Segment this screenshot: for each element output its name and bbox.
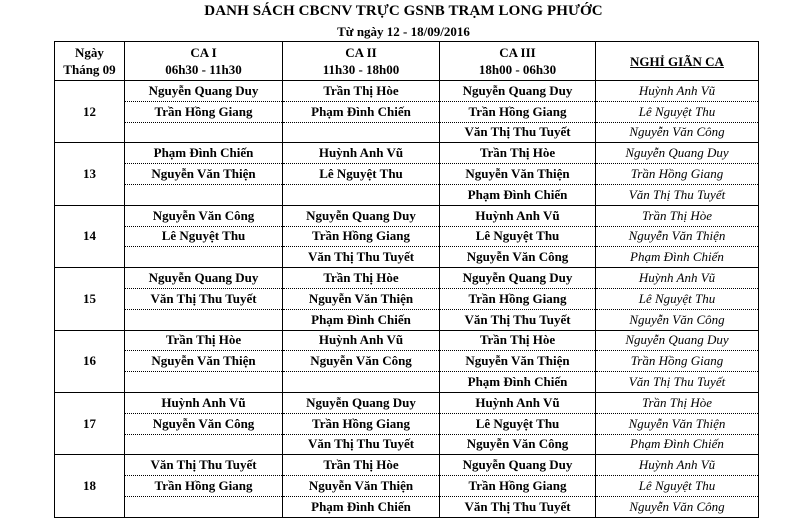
- rest-cell: Văn Thị Thu Tuyết: [596, 372, 759, 393]
- table-row: [55, 247, 759, 268]
- shift-1-cell: [125, 372, 283, 393]
- rest-cell: Phạm Đình Chiến: [596, 247, 759, 268]
- rest-cell: Nguyễn Văn Thiện: [596, 226, 759, 247]
- shift-1-cell: Nguyễn Quang Duy: [125, 81, 283, 102]
- shift-3-cell: Trần Hồng Giang: [440, 476, 596, 497]
- shift-1-cell: Nguyễn Văn Công: [125, 413, 283, 434]
- shift-1-cell: Phạm Đình Chiến: [125, 143, 283, 164]
- table-row: [55, 330, 759, 351]
- header-shift-2-time: 11h30 - 18h00: [322, 62, 400, 77]
- shift-1-cell: Nguyễn Văn Thiện: [125, 164, 283, 185]
- rest-cell: Nguyễn Văn Thiện: [596, 413, 759, 434]
- shift-2-cell: [283, 184, 440, 205]
- header-rest: [596, 42, 759, 81]
- date-range: Từ ngày 12 - 18/09/2016: [337, 24, 470, 39]
- shift-1-cell: Trần Hồng Giang: [125, 101, 283, 122]
- table-row: [55, 143, 759, 164]
- shift-3-cell: Trần Thị Hòe: [440, 143, 596, 164]
- rest-cell: Nguyễn Quang Duy: [596, 143, 759, 164]
- shift-2-cell: Trần Thị Hòe: [283, 268, 440, 289]
- shift-3-cell: Nguyễn Quang Duy: [440, 81, 596, 102]
- table-row: [55, 392, 759, 413]
- table-row: [55, 455, 759, 476]
- shift-2-cell: Lê Nguyệt Thu: [283, 164, 440, 185]
- header-shift-1-name: CA I: [190, 45, 217, 60]
- shift-2-cell: Nguyễn Văn Thiện: [283, 288, 440, 309]
- shift-1-cell: Huỳnh Anh Vũ: [125, 392, 283, 413]
- table-row: [55, 81, 759, 102]
- shift-1-cell: [125, 247, 283, 268]
- header-shift-3: [440, 42, 596, 81]
- shift-1-cell: Trần Thị Hòe: [125, 330, 283, 351]
- shift-1-cell: [125, 184, 283, 205]
- table-row: [55, 351, 759, 372]
- rest-cell: Trần Hồng Giang: [596, 164, 759, 185]
- rest-cell: Trần Thị Hòe: [596, 392, 759, 413]
- rest-cell: Lê Nguyệt Thu: [596, 476, 759, 497]
- shift-2-cell: Phạm Đình Chiến: [283, 309, 440, 330]
- rest-cell: Huỳnh Anh Vũ: [596, 81, 759, 102]
- table-row: [55, 372, 759, 393]
- header-shift-3-name: CA III: [499, 45, 536, 60]
- rest-cell: Huỳnh Anh Vũ: [596, 455, 759, 476]
- day-cell: 13: [55, 143, 125, 205]
- shift-2-cell: Trần Hồng Giang: [283, 413, 440, 434]
- shift-1-cell: [125, 309, 283, 330]
- shift-1-cell: Văn Thị Thu Tuyết: [125, 288, 283, 309]
- shift-2-cell: Văn Thị Thu Tuyết: [283, 434, 440, 455]
- day-cell: 17: [55, 392, 125, 454]
- shift-1-cell: Lê Nguyệt Thu: [125, 226, 283, 247]
- shift-1-cell: Nguyễn Văn Thiện: [125, 351, 283, 372]
- header-row: [55, 42, 759, 81]
- table-row: [55, 184, 759, 205]
- shift-3-cell: Trần Hồng Giang: [440, 288, 596, 309]
- shift-3-cell: Nguyễn Quang Duy: [440, 455, 596, 476]
- table-row: [55, 101, 759, 122]
- rest-cell: Trần Thị Hòe: [596, 205, 759, 226]
- table-row: [55, 476, 759, 497]
- shift-3-cell: Nguyễn Văn Thiện: [440, 164, 596, 185]
- header-rest-label: NGHỈ GIÃN CA: [630, 53, 724, 69]
- roster-body: [55, 81, 759, 518]
- shift-1-cell: Trần Hồng Giang: [125, 476, 283, 497]
- rest-cell: Lê Nguyệt Thu: [596, 288, 759, 309]
- shift-3-cell: Văn Thị Thu Tuyết: [440, 309, 596, 330]
- rest-cell: Nguyễn Quang Duy: [596, 330, 759, 351]
- header-shift-2-name: CA II: [345, 45, 377, 60]
- header-shift-1: [125, 42, 283, 81]
- rest-cell: Nguyễn Văn Công: [596, 309, 759, 330]
- rest-cell: Nguyễn Văn Công: [596, 122, 759, 143]
- shift-1-cell: Nguyễn Văn Công: [125, 205, 283, 226]
- duty-roster-table: [54, 41, 759, 518]
- day-cell: 16: [55, 330, 125, 392]
- shift-1-cell: [125, 496, 283, 517]
- rest-cell: Nguyễn Văn Công: [596, 496, 759, 517]
- table-row: [55, 496, 759, 517]
- shift-2-cell: Trần Thị Hòe: [283, 455, 440, 476]
- table-row: [55, 268, 759, 289]
- shift-3-cell: Phạm Đình Chiến: [440, 372, 596, 393]
- table-row: [55, 309, 759, 330]
- shift-1-cell: [125, 434, 283, 455]
- shift-1-cell: Nguyễn Quang Duy: [125, 268, 283, 289]
- table-row: [55, 434, 759, 455]
- page-title: DANH SÁCH CBCNV TRỰC GSNB TRẠM LONG PHƯỚC: [204, 3, 603, 19]
- header-shift-1-time: 06h30 - 11h30: [165, 62, 242, 77]
- shift-2-cell: Huỳnh Anh Vũ: [283, 143, 440, 164]
- shift-2-cell: [283, 372, 440, 393]
- rest-cell: Văn Thị Thu Tuyết: [596, 184, 759, 205]
- table-row: [55, 413, 759, 434]
- day-cell: 18: [55, 455, 125, 517]
- table-row: [55, 122, 759, 143]
- rest-cell: Trần Hồng Giang: [596, 351, 759, 372]
- shift-2-cell: Phạm Đình Chiến: [283, 101, 440, 122]
- shift-3-cell: Trần Thị Hòe: [440, 330, 596, 351]
- shift-3-cell: Văn Thị Thu Tuyết: [440, 496, 596, 517]
- shift-3-cell: Lê Nguyệt Thu: [440, 226, 596, 247]
- day-cell: 14: [55, 205, 125, 267]
- header-day: [55, 42, 125, 81]
- table-row: [55, 205, 759, 226]
- shift-1-cell: [125, 122, 283, 143]
- shift-2-cell: Nguyễn Văn Công: [283, 351, 440, 372]
- shift-3-cell: Nguyễn Quang Duy: [440, 268, 596, 289]
- header-shift-3-time: 18h00 - 06h30: [478, 62, 557, 77]
- table-row: [55, 288, 759, 309]
- day-cell: 12: [55, 81, 125, 143]
- rest-cell: Lê Nguyệt Thu: [596, 101, 759, 122]
- shift-3-cell: Phạm Đình Chiến: [440, 184, 596, 205]
- shift-2-cell: Nguyễn Quang Duy: [283, 205, 440, 226]
- table-row: [55, 226, 759, 247]
- shift-3-cell: Huỳnh Anh Vũ: [440, 205, 596, 226]
- shift-3-cell: Lê Nguyệt Thu: [440, 413, 596, 434]
- shift-1-cell: Văn Thị Thu Tuyết: [125, 455, 283, 476]
- shift-3-cell: Văn Thị Thu Tuyết: [440, 122, 596, 143]
- header-day-line2: Tháng 09: [63, 62, 116, 77]
- shift-3-cell: Trần Hồng Giang: [440, 101, 596, 122]
- header-shift-2: [283, 42, 440, 81]
- rest-cell: Huỳnh Anh Vũ: [596, 268, 759, 289]
- shift-2-cell: Trần Thị Hòe: [283, 81, 440, 102]
- header-day-line1: Ngày: [75, 45, 104, 60]
- shift-2-cell: Trần Hồng Giang: [283, 226, 440, 247]
- shift-2-cell: Huỳnh Anh Vũ: [283, 330, 440, 351]
- table-row: [55, 164, 759, 185]
- shift-3-cell: Nguyễn Văn Thiện: [440, 351, 596, 372]
- shift-2-cell: Nguyễn Văn Thiện: [283, 476, 440, 497]
- shift-2-cell: Phạm Đình Chiến: [283, 496, 440, 517]
- shift-3-cell: Nguyễn Văn Công: [440, 434, 596, 455]
- shift-2-cell: Nguyễn Quang Duy: [283, 392, 440, 413]
- shift-3-cell: Nguyễn Văn Công: [440, 247, 596, 268]
- rest-cell: Phạm Đình Chiến: [596, 434, 759, 455]
- shift-2-cell: [283, 122, 440, 143]
- shift-3-cell: Huỳnh Anh Vũ: [440, 392, 596, 413]
- shift-2-cell: Văn Thị Thu Tuyết: [283, 247, 440, 268]
- day-cell: 15: [55, 268, 125, 330]
